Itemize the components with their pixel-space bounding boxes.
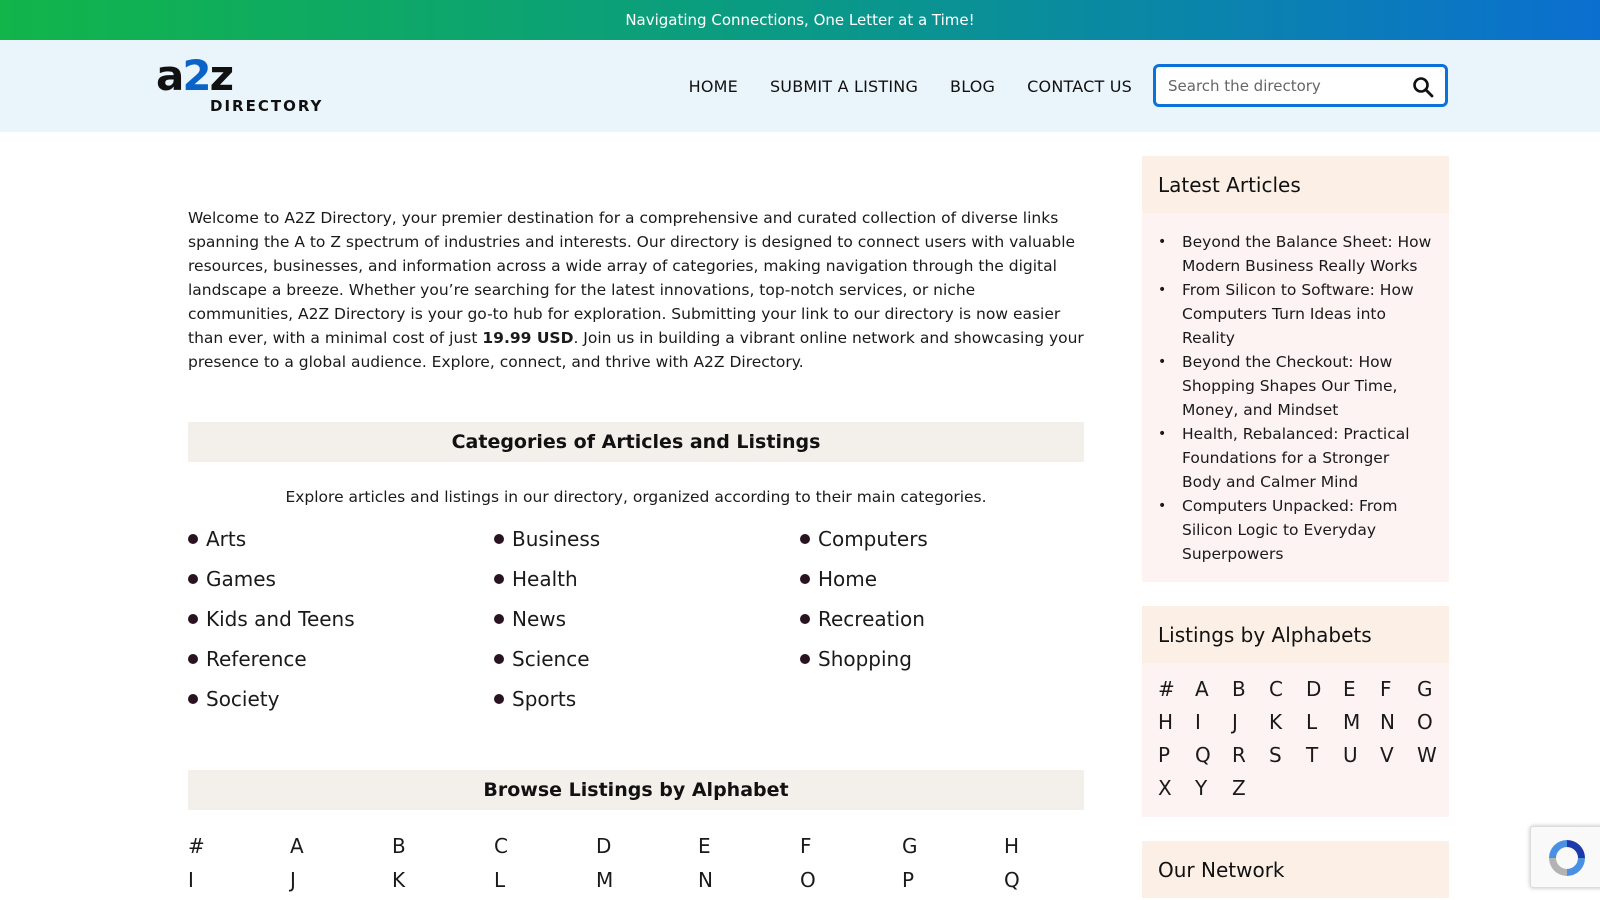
- search-box: [1153, 64, 1448, 107]
- sidebar: [1142, 156, 1449, 900]
- article-link[interactable]: • From Silicon to Software: How Computers Turn Ideas into Reality: [1158, 278, 1433, 350]
- main-content: [188, 132, 1084, 894]
- alpha-link[interactable]: S: [1269, 743, 1282, 767]
- article-list: [1142, 213, 1449, 582]
- category-list: [188, 526, 1084, 712]
- nav-home[interactable]: HOME: [688, 76, 738, 96]
- bullet-icon: [188, 574, 198, 584]
- bullet-icon: [800, 614, 810, 624]
- bullet-icon: [800, 574, 810, 584]
- category-kids-and-teens[interactable]: Kids and Teens: [188, 606, 494, 632]
- alpha-link[interactable]: J: [1232, 710, 1238, 734]
- alpha-link[interactable]: D: [1306, 677, 1322, 701]
- alpha-link[interactable]: W: [1417, 743, 1437, 767]
- bullet-icon: [494, 534, 504, 544]
- alpha-link[interactable]: M: [1343, 710, 1361, 734]
- bullet-icon: [188, 654, 198, 664]
- alpha-link[interactable]: H: [1004, 834, 1020, 858]
- alpha-link[interactable]: J: [290, 868, 296, 892]
- alpha-link[interactable]: H: [1158, 710, 1174, 734]
- alpha-link[interactable]: O: [1417, 710, 1433, 734]
- alpha-link[interactable]: T: [1306, 743, 1319, 767]
- alpha-link[interactable]: Y: [1195, 776, 1208, 800]
- alpha-link[interactable]: F: [1380, 677, 1392, 701]
- alpha-link[interactable]: L: [494, 868, 506, 892]
- category-recreation[interactable]: Recreation: [800, 606, 1084, 632]
- logo-subtitle: DIRECTORY: [210, 97, 324, 115]
- alpha-link[interactable]: I: [188, 868, 194, 892]
- browse-heading: Browse Listings by Alphabet: [188, 770, 1084, 810]
- alpha-link[interactable]: Q: [1195, 743, 1211, 767]
- alpha-link[interactable]: P: [902, 868, 915, 892]
- alpha-link[interactable]: #: [1158, 677, 1175, 701]
- site-logo[interactable]: a2z DIRECTORY: [156, 51, 324, 115]
- category-arts[interactable]: Arts: [188, 526, 494, 552]
- alpha-link[interactable]: M: [596, 868, 614, 892]
- alpha-link[interactable]: G: [1417, 677, 1433, 701]
- category-business[interactable]: Business: [494, 526, 800, 552]
- recaptcha-badge[interactable]: [1530, 826, 1600, 888]
- alpha-link[interactable]: A: [1195, 677, 1209, 701]
- article-link[interactable]: • Health, Rebalanced: Practical Foundations for a Stronger Body and Calmer Mind: [1158, 422, 1433, 494]
- alpha-link[interactable]: Q: [1004, 868, 1020, 892]
- latest-articles-widget: [1142, 156, 1449, 582]
- site-header: [0, 40, 1600, 132]
- alpha-link[interactable]: K: [392, 868, 406, 892]
- bullet-icon: [188, 614, 198, 624]
- alpha-link[interactable]: K: [1269, 710, 1283, 734]
- category-society[interactable]: Society: [188, 686, 494, 712]
- search-input[interactable]: [1156, 77, 1396, 95]
- tagline: Navigating Connections, One Letter at a Time!: [625, 11, 975, 29]
- alpha-link[interactable]: V: [1380, 743, 1394, 767]
- alpha-link[interactable]: I: [1195, 710, 1201, 734]
- our-network-widget: [1142, 841, 1449, 898]
- alpha-link[interactable]: A: [290, 834, 304, 858]
- listings-by-alphabet-widget: [1142, 606, 1449, 817]
- recaptcha-icon: [1545, 836, 1589, 880]
- bullet-icon: [494, 694, 504, 704]
- bullet-icon: [800, 654, 810, 664]
- article-link[interactable]: • Beyond the Balance Sheet: How Modern Business Really Works: [1158, 230, 1433, 278]
- alpha-link[interactable]: C: [1269, 677, 1283, 701]
- main-nav: [689, 40, 1132, 132]
- alpha-link[interactable]: E: [698, 834, 711, 858]
- alpha-link[interactable]: D: [596, 834, 612, 858]
- category-games[interactable]: Games: [188, 566, 494, 592]
- listings-by-alphabet-title: Listings by Alphabets: [1142, 606, 1449, 663]
- category-science[interactable]: Science: [494, 646, 800, 672]
- bullet-icon: [494, 574, 504, 584]
- alpha-link[interactable]: C: [494, 834, 508, 858]
- alpha-link[interactable]: U: [1343, 743, 1358, 767]
- bullet-icon: [494, 654, 504, 664]
- category-home[interactable]: Home: [800, 566, 1084, 592]
- alpha-link[interactable]: N: [1380, 710, 1395, 734]
- alpha-link[interactable]: Z: [1232, 776, 1246, 800]
- our-network-title: Our Network: [1142, 841, 1449, 898]
- category-computers[interactable]: Computers: [800, 526, 1084, 552]
- categories-heading: Categories of Articles and Listings: [188, 422, 1084, 462]
- alpha-link[interactable]: L: [1306, 710, 1318, 734]
- category-news[interactable]: News: [494, 606, 800, 632]
- sidebar-alphabet-grid: [1142, 663, 1449, 817]
- alpha-link[interactable]: X: [1158, 776, 1172, 800]
- categories-description: Explore articles and listings in our directory, organized according to their main categories.: [285, 488, 987, 506]
- search-icon[interactable]: [1411, 75, 1435, 99]
- alpha-link[interactable]: F: [800, 834, 812, 858]
- alpha-link[interactable]: #: [188, 834, 205, 858]
- alpha-link[interactable]: E: [1343, 677, 1356, 701]
- announcement-bar: [0, 0, 1600, 40]
- nav-blog[interactable]: BLOG: [950, 76, 996, 96]
- category-reference[interactable]: Reference: [188, 646, 494, 672]
- nav-submit-listing[interactable]: SUBMIT A LISTING: [769, 76, 919, 96]
- alpha-link[interactable]: B: [1232, 677, 1246, 701]
- category-sports[interactable]: Sports: [494, 686, 800, 712]
- alpha-link[interactable]: N: [698, 868, 713, 892]
- intro-paragraph: Welcome to A2Z Directory, your premier destination for a comprehensive and curated collection of diverse links spanning the A to Z spectrum of industries and interests. Our directory is designed to connect users with valuable resources, businesses, and information across a wide array of categories, making navigation through the digital landscape a breeze. Whether you’re searching for the latest innovations, top-notch services, or niche communities, A2Z Directory is your go-to hub for exploration. Submitting your link to our directory is now easier than ever, with a minimal cost of just 19.99 USD. Join us in building a vibrant online network and showcasing your presence to a global audience. Explore, connect, and thrive with A2Z Directory.: [188, 209, 1084, 371]
- category-health[interactable]: Health: [494, 566, 800, 592]
- bullet-icon: [800, 534, 810, 544]
- bullet-icon: [494, 614, 504, 624]
- latest-articles-title: Latest Articles: [1142, 156, 1449, 213]
- category-shopping[interactable]: Shopping: [800, 646, 1084, 672]
- bullet-icon: [188, 534, 198, 544]
- alpha-link[interactable]: B: [392, 834, 406, 858]
- article-link[interactable]: • Computers Unpacked: From Silicon Logic to Everyday Superpowers: [1158, 494, 1433, 566]
- nav-contact-us[interactable]: CONTACT US: [1027, 76, 1132, 96]
- alpha-link[interactable]: O: [800, 868, 816, 892]
- price: 19.99 USD: [482, 329, 574, 347]
- article-link[interactable]: • Beyond the Checkout: How Shopping Shapes Our Time, Money, and Mindset: [1158, 350, 1433, 422]
- alpha-link[interactable]: P: [1158, 743, 1171, 767]
- browse-alphabet-grid: [188, 834, 1084, 894]
- bullet-icon: [188, 694, 198, 704]
- alpha-link[interactable]: G: [902, 834, 918, 858]
- alpha-link[interactable]: R: [1232, 743, 1246, 767]
